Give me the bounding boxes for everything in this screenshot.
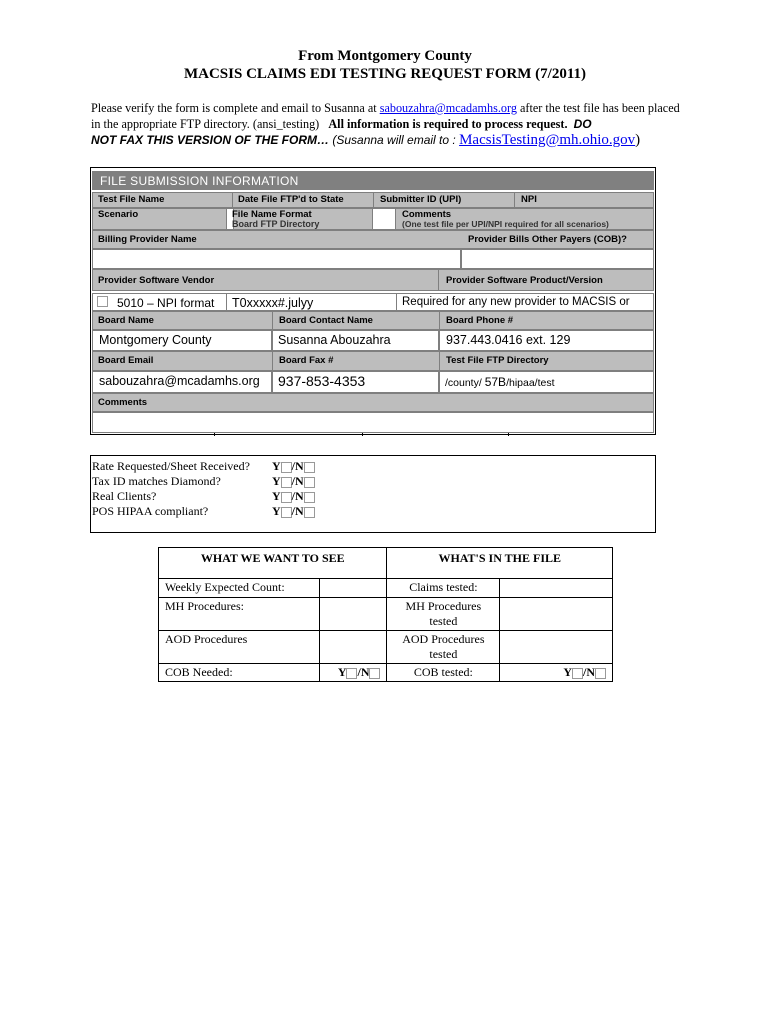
form-org-title: From Montgomery County (298, 48, 472, 64)
board-ftp-dir-label: Board FTP Directory (232, 219, 320, 229)
submitter-id-label: Submitter ID (UPI) (380, 194, 462, 205)
test-ftp-dir-value (445, 375, 555, 389)
file-name-format-value: T0xxxxx#.julyy (232, 296, 314, 310)
left-row-field[interactable] (319, 598, 387, 631)
left-row-field[interactable] (319, 631, 387, 664)
do-word: DO (573, 117, 592, 131)
intro-text-2: after the test file has been placed in the appropriate FTP directory. (ansi_testing) (91, 101, 680, 131)
billing-provider-field[interactable] (92, 249, 461, 269)
left-row-label: MH Procedures: (159, 598, 320, 631)
checklist-control-taxid: Y /N (272, 474, 315, 489)
ftp-suffix: /hipaa/test (506, 377, 555, 389)
form-title: MACSIS CLAIMS EDI TESTING REQUEST FORM (7/2011) (183, 66, 587, 82)
close-paren: ) (635, 132, 641, 148)
ftp-prefix: /county/ (445, 377, 485, 389)
required-notice: All information is required to process request. (328, 117, 568, 131)
cob-tested-yes-checkbox[interactable] (572, 668, 583, 679)
date-ftp-label: Date File FTP'd to State (238, 194, 344, 205)
provider-bills-other-label: Provider Bills Other Payers (COB)? (468, 234, 627, 245)
intro-paragraph (91, 100, 681, 148)
board-name-label: Board Name (98, 315, 154, 326)
left-row-label: Weekly Expected Count: (159, 579, 320, 598)
no-checkbox-real-clients[interactable] (304, 492, 315, 503)
checklist-control-rate: Y /N (272, 459, 315, 474)
board-email-value: sabouzahra@mcadamhs.org (99, 374, 260, 388)
cob-needed-no-checkbox[interactable] (369, 668, 380, 679)
checklist-label-pos: POS HIPAA compliant? (92, 504, 209, 518)
macsis-email-link[interactable]: MacsisTesting@mh.ohio.gov (459, 132, 636, 148)
checklist-label-rate: Rate Requested/Sheet Received? (92, 459, 250, 473)
scenario-value: 5010 – NPI format (117, 296, 215, 310)
intro-text-1: Please verify the form is complete and email to Susanna at (91, 101, 380, 115)
file-name-format-label: File Name Format (232, 209, 312, 220)
left-row-label: COB Needed: (159, 664, 320, 682)
yes-checkbox-taxid[interactable] (281, 477, 292, 488)
yes-checkbox-rate[interactable] (281, 462, 292, 473)
checklist-control-pos: Y /N (272, 504, 315, 519)
comments-value: Required for any new provider to MACSIS or (402, 296, 630, 308)
no-fax-notice: NOT FAX THIS VERSION OF THE FORM… (91, 133, 330, 147)
verification-checklist (90, 455, 656, 533)
cob-needed-yes-checkbox[interactable] (346, 668, 357, 679)
right-row-field[interactable] (500, 598, 613, 631)
right-row-field[interactable] (500, 579, 613, 598)
yes-checkbox-real-clients[interactable] (281, 492, 292, 503)
right-row-label: MH Procedures tested (387, 598, 500, 631)
comments-field[interactable] (92, 412, 654, 433)
cob-tested-no-checkbox[interactable] (595, 668, 606, 679)
software-vendor-label: Provider Software Vendor (98, 275, 215, 286)
checklist-label-taxid: Tax ID matches Diamond? (92, 474, 221, 488)
scenario-label: Scenario (98, 209, 139, 220)
comments-spacer (372, 208, 396, 230)
right-row-field[interactable] (500, 631, 613, 664)
comparison-table (158, 547, 613, 682)
test-file-name-label: Test File Name (98, 194, 165, 205)
email-note: (Susanna will email to : (329, 133, 460, 147)
right-header: WHAT'S IN THE FILE (387, 548, 613, 579)
cob-needed-control: Y /N (319, 664, 387, 682)
comments-note: (One test file per UPI/NPI required for all scenarios) (402, 219, 609, 229)
board-fax-value: 937-853-4353 (278, 373, 366, 389)
yes-checkbox-pos[interactable] (281, 507, 292, 518)
board-contact-value: Susanna Abouzahra (278, 333, 391, 347)
comments-bottom-label: Comments (98, 397, 148, 408)
software-product-label: Provider Software Product/Version (446, 275, 603, 286)
cob-tested-control: Y /N (500, 664, 613, 682)
left-row-field[interactable] (319, 579, 387, 598)
right-row-label: Claims tested: (387, 579, 500, 598)
no-checkbox-rate[interactable] (304, 462, 315, 473)
ftp-number: 57B (484, 375, 507, 389)
npi-label: NPI (521, 194, 537, 205)
right-row-label: COB tested: (387, 664, 500, 682)
email-link[interactable]: sabouzahra@mcadamhs.org (379, 101, 517, 115)
left-header: WHAT WE WANT TO SEE (159, 548, 387, 579)
billing-provider-label: Billing Provider Name (98, 234, 197, 245)
board-phone-value: 937.443.0416 ext. 129 (446, 333, 571, 347)
left-row-label: AOD Procedures (159, 631, 320, 664)
provider-bills-other-field[interactable] (461, 249, 654, 269)
no-checkbox-taxid[interactable] (304, 477, 315, 488)
checklist-label-real-clients: Real Clients? (92, 489, 157, 503)
board-email-label: Board Email (98, 355, 154, 366)
comments-label-top: Comments (402, 209, 452, 220)
board-phone-label: Board Phone # (446, 315, 514, 326)
test-ftp-dir-label: Test File FTP Directory (446, 355, 549, 366)
checklist-control-real-clients: Y /N (272, 489, 315, 504)
no-checkbox-pos[interactable] (304, 507, 315, 518)
board-fax-label: Board Fax # (279, 355, 334, 366)
right-row-label: AOD Procedures tested (387, 631, 500, 664)
board-contact-label: Board Contact Name (279, 315, 373, 326)
board-name-value: Montgomery County (99, 333, 212, 347)
scenario-checkbox[interactable] (97, 296, 108, 307)
section-title: FILE SUBMISSION INFORMATION (92, 171, 654, 190)
